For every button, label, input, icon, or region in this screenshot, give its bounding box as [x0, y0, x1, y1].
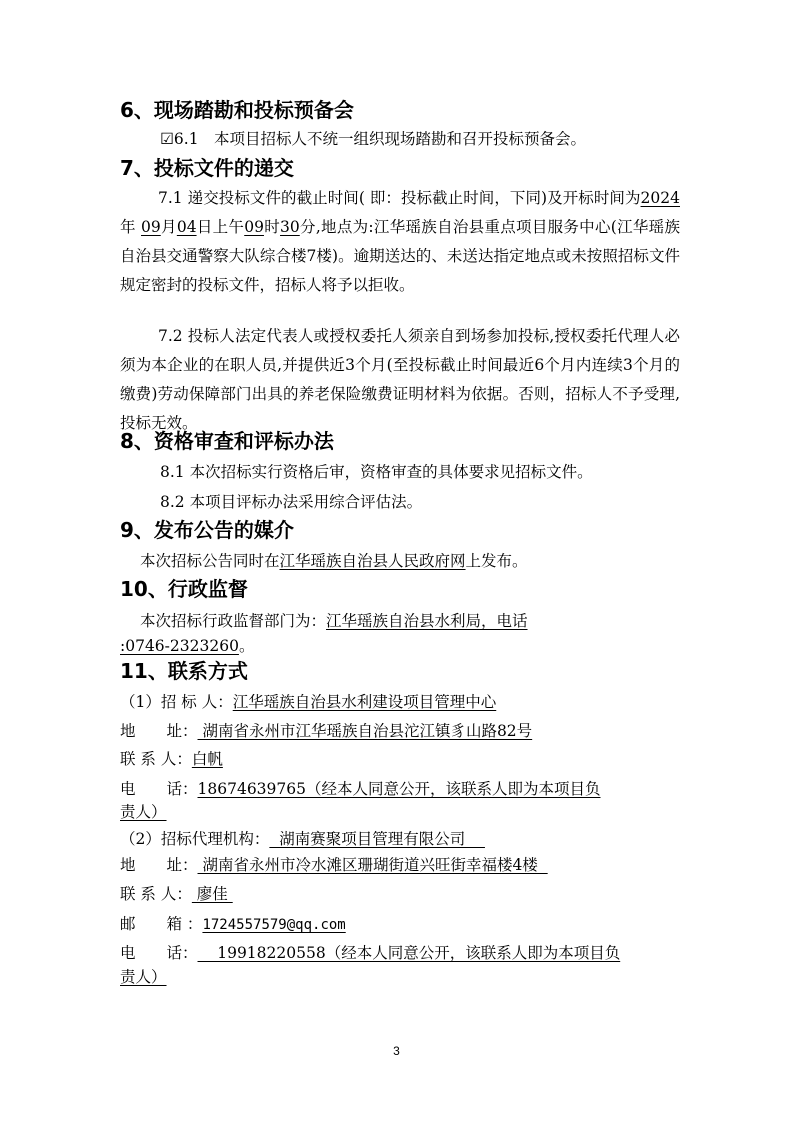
tenderer-address-row	[120, 719, 532, 743]
item-8-1: 8.1 本次招标实行资格后审，资格审查的具体要求见招标文件。	[160, 463, 593, 481]
item-8-2: 8.2 本项目评标办法采用综合评估法。	[160, 493, 423, 511]
tenderer-row	[120, 690, 496, 714]
media-website-link[interactable]: 江华瑶族自治县人民政府网	[279, 552, 466, 570]
agency-contact-row	[120, 882, 233, 906]
s10-text-a: 本次招标行政监督部门为：	[140, 612, 327, 630]
agency-tel-row	[120, 941, 620, 965]
section-9-text	[140, 549, 528, 573]
agency-email-row	[120, 912, 346, 937]
tenderer-tel: 18674639765（经本人同意公开，该联系人即为本项目负	[197, 780, 601, 798]
tenderer-address: 湖南省永州市江华瑶族自治县沱江镇豸山路82号	[197, 722, 533, 740]
s9-text-a: 本次招标公告同时在	[140, 552, 280, 570]
agency-address-row	[120, 853, 548, 877]
section-10-heading: 10、行政监督	[120, 577, 248, 601]
item-6-1-text: 6.1 本项目招标人不统一组织现场踏勘和召开投标预备会。	[173, 130, 587, 148]
agency-tel-label: 电 话：	[120, 944, 198, 962]
agency-contact-label: 联 系 人：	[120, 885, 192, 903]
s10-end: 。	[238, 637, 255, 655]
agency-address: 湖南省永州市冷水滩区珊瑚街道兴旺街幸福楼4楼	[197, 856, 548, 874]
tenderer-label: （1）招 标 人：	[120, 693, 233, 711]
email-label: 邮 箱 ：	[120, 915, 203, 933]
p71-text-e: 时	[263, 218, 281, 236]
deadline-month: 09	[141, 218, 161, 236]
deadline-minute: 30	[280, 218, 300, 236]
supervision-dept: 江华瑶族自治县水利局，电话	[326, 612, 528, 630]
tenderer-contact-row	[120, 747, 223, 771]
agency-address-label: 地 址：	[120, 856, 198, 874]
agency-label: （2）招标代理机构：	[120, 830, 270, 848]
agency-tel-cont: 责人）	[120, 968, 167, 986]
supervision-phone: :0746-2323260	[120, 637, 239, 655]
agency-tel-row-cont	[120, 965, 167, 989]
deadline-year: 2024	[640, 189, 680, 207]
contact-label: 联 系 人：	[120, 750, 192, 768]
p71-text-d: 日上午	[196, 218, 245, 236]
p71-text-c: 月	[160, 218, 177, 236]
paragraph-7-2: 7.2 投标人法定代表人或授权委托人须亲自到场参加投标,授权委托代理人必须为本企业的在职人员,并提供近3个月(至投标截止时间最近6个月内连续3个月的缴费)劳动保障部门出具的养老保险缴费证明材料为依据。否则，招标人不予受理,投标无效。	[120, 327, 680, 432]
section-6-item	[160, 127, 586, 151]
section-6-heading: 6、现场踏勘和投标预备会	[120, 98, 354, 122]
page-number: 3	[393, 1044, 400, 1058]
section-7-heading: 7、投标文件的递交	[120, 156, 294, 180]
agency-row	[120, 827, 485, 851]
supervision-line-2	[120, 634, 254, 658]
deadline-day: 04	[176, 218, 197, 236]
agency-contact: 廖佳	[191, 885, 233, 903]
tenderer-tel-cont: 责人）	[120, 803, 167, 821]
tenderer-tel-row-cont	[120, 800, 167, 824]
address-label: 地 址：	[120, 722, 198, 740]
p71-text-b: 年	[120, 218, 142, 236]
agency-email[interactable]: 1724557579@qq.com	[202, 917, 346, 933]
tenderer-contact: 白帆	[191, 750, 223, 768]
tenderer-value: 江华瑶族自治县水利建设项目管理中心	[232, 693, 497, 711]
agency-value: 湖南赛聚项目管理有限公司	[269, 830, 485, 848]
paragraph-7-1	[120, 184, 680, 300]
supervision-line-1	[140, 609, 528, 633]
p71-text-f: 分,地点为:江华瑶族自治县重点项目服务中心(江华瑶族自治县交通警察大队综合楼7楼)。逾期送达的、未送达指定地点或未按照招标文件规定密封的投标文件，招标人将予以拒收。	[120, 218, 680, 294]
tel-label: 电 话：	[120, 780, 198, 798]
section-8-heading: 8、资格审查和评标办法	[120, 429, 334, 453]
p71-text-a: 7.1 递交投标文件的截止时间( 即：投标截止时间，下同)及开标时间为	[158, 189, 641, 207]
tenderer-tel-row	[120, 777, 601, 801]
section-9-heading: 9、发布公告的媒介	[120, 518, 294, 542]
section-11-heading: 11、联系方式	[120, 659, 248, 683]
agency-tel: 19918220558（经本人同意公开，该联系人即为本项目负	[197, 944, 621, 962]
s9-text-b: 上发布。	[465, 552, 528, 570]
deadline-hour: 09	[244, 218, 264, 236]
checkbox-checked-icon: ☑	[160, 130, 174, 148]
